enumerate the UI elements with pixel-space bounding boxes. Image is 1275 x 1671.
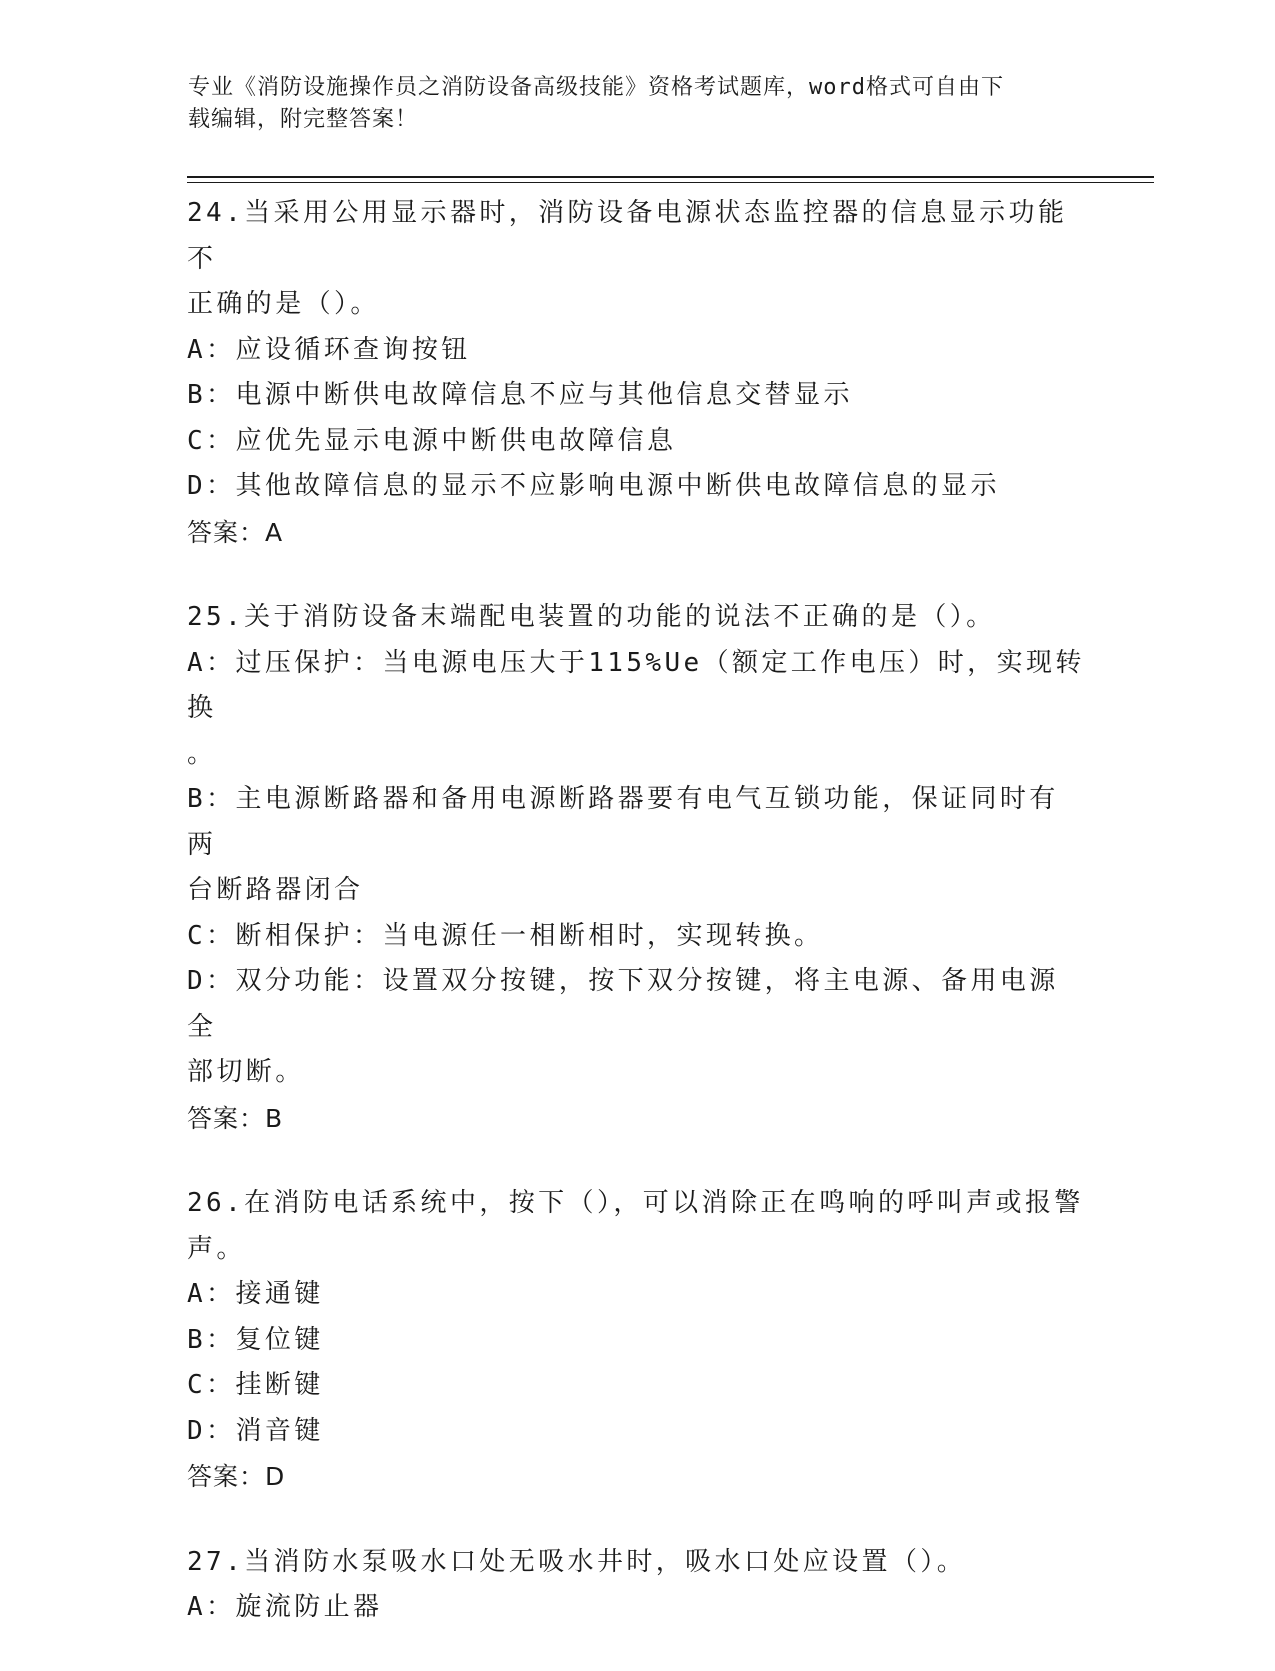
option-b: B：主电源断路器和备用电源断路器要有电气互锁功能，保证同时有两 bbox=[187, 784, 1059, 860]
option-a: A：旋流防止器 bbox=[187, 1592, 383, 1622]
answer-line: 答案：A bbox=[187, 517, 284, 547]
question-26 bbox=[187, 1181, 1087, 1500]
option-a-continued: 。 bbox=[187, 738, 217, 769]
option-b: B：复位键 bbox=[187, 1324, 324, 1355]
option-a: A：接通键 bbox=[187, 1279, 324, 1309]
question-24 bbox=[187, 191, 1087, 555]
option-d: D：消音键 bbox=[187, 1415, 324, 1446]
option-c: C：挂断键 bbox=[187, 1370, 324, 1400]
question-stem-line: 25.关于消防设备末端配电装置的功能的说法不正确的是（）。 bbox=[187, 602, 996, 632]
option-a: A：过压保护：当电源电压大于115%Ue（额定工作电压）时，实现转换 bbox=[187, 647, 1085, 723]
question-stem-line: 正确的是（）。 bbox=[187, 289, 380, 319]
option-d: D：双分功能：设置双分按键，按下双分按键，将主电源、备用电源全 bbox=[187, 966, 1059, 1042]
question-list bbox=[187, 191, 1087, 1671]
option-b-continued: 台断路器闭合 bbox=[187, 875, 364, 905]
header-line-1: 专业《消防设施操作员之消防设备高级技能》资格考试题库，word格式可自由下 bbox=[188, 75, 1004, 100]
header-divider-thin bbox=[187, 182, 1154, 183]
question-stem-line: 27.当消防水泵吸水口处无吸水井时，吸水口处应设置（）。 bbox=[187, 1546, 967, 1577]
header-line-2: 载编辑，附完整答案！ bbox=[188, 107, 419, 132]
option-c: C：应优先显示电源中断供电故障信息 bbox=[187, 425, 677, 456]
answer-line: 答案：B bbox=[187, 1103, 284, 1133]
header-divider-thick bbox=[187, 176, 1154, 178]
answer-line: 答案：D bbox=[187, 1462, 286, 1491]
question-25 bbox=[187, 595, 1087, 1141]
option-a: A：应设循环查询按钮 bbox=[187, 334, 471, 365]
option-d: D：其他故障信息的显示不应影响电源中断供电故障信息的显示 bbox=[187, 471, 1000, 501]
document-header bbox=[188, 72, 1068, 136]
question-stem-line: 26.在消防电话系统中，按下（），可以消除正在鸣响的呼叫声或报警 bbox=[187, 1188, 1084, 1218]
question-stem-line: 声。 bbox=[187, 1233, 246, 1264]
option-d-continued: 部切断。 bbox=[187, 1057, 305, 1087]
question-27 bbox=[187, 1540, 1087, 1631]
option-b: B：电源中断供电故障信息不应与其他信息交替显示 bbox=[187, 380, 853, 410]
option-c: C：断相保护：当电源任一相断相时，实现转换。 bbox=[187, 920, 824, 951]
question-stem-line: 24.当采用公用显示器时，消防设备电源状态监控器的信息显示功能不 bbox=[187, 198, 1068, 274]
